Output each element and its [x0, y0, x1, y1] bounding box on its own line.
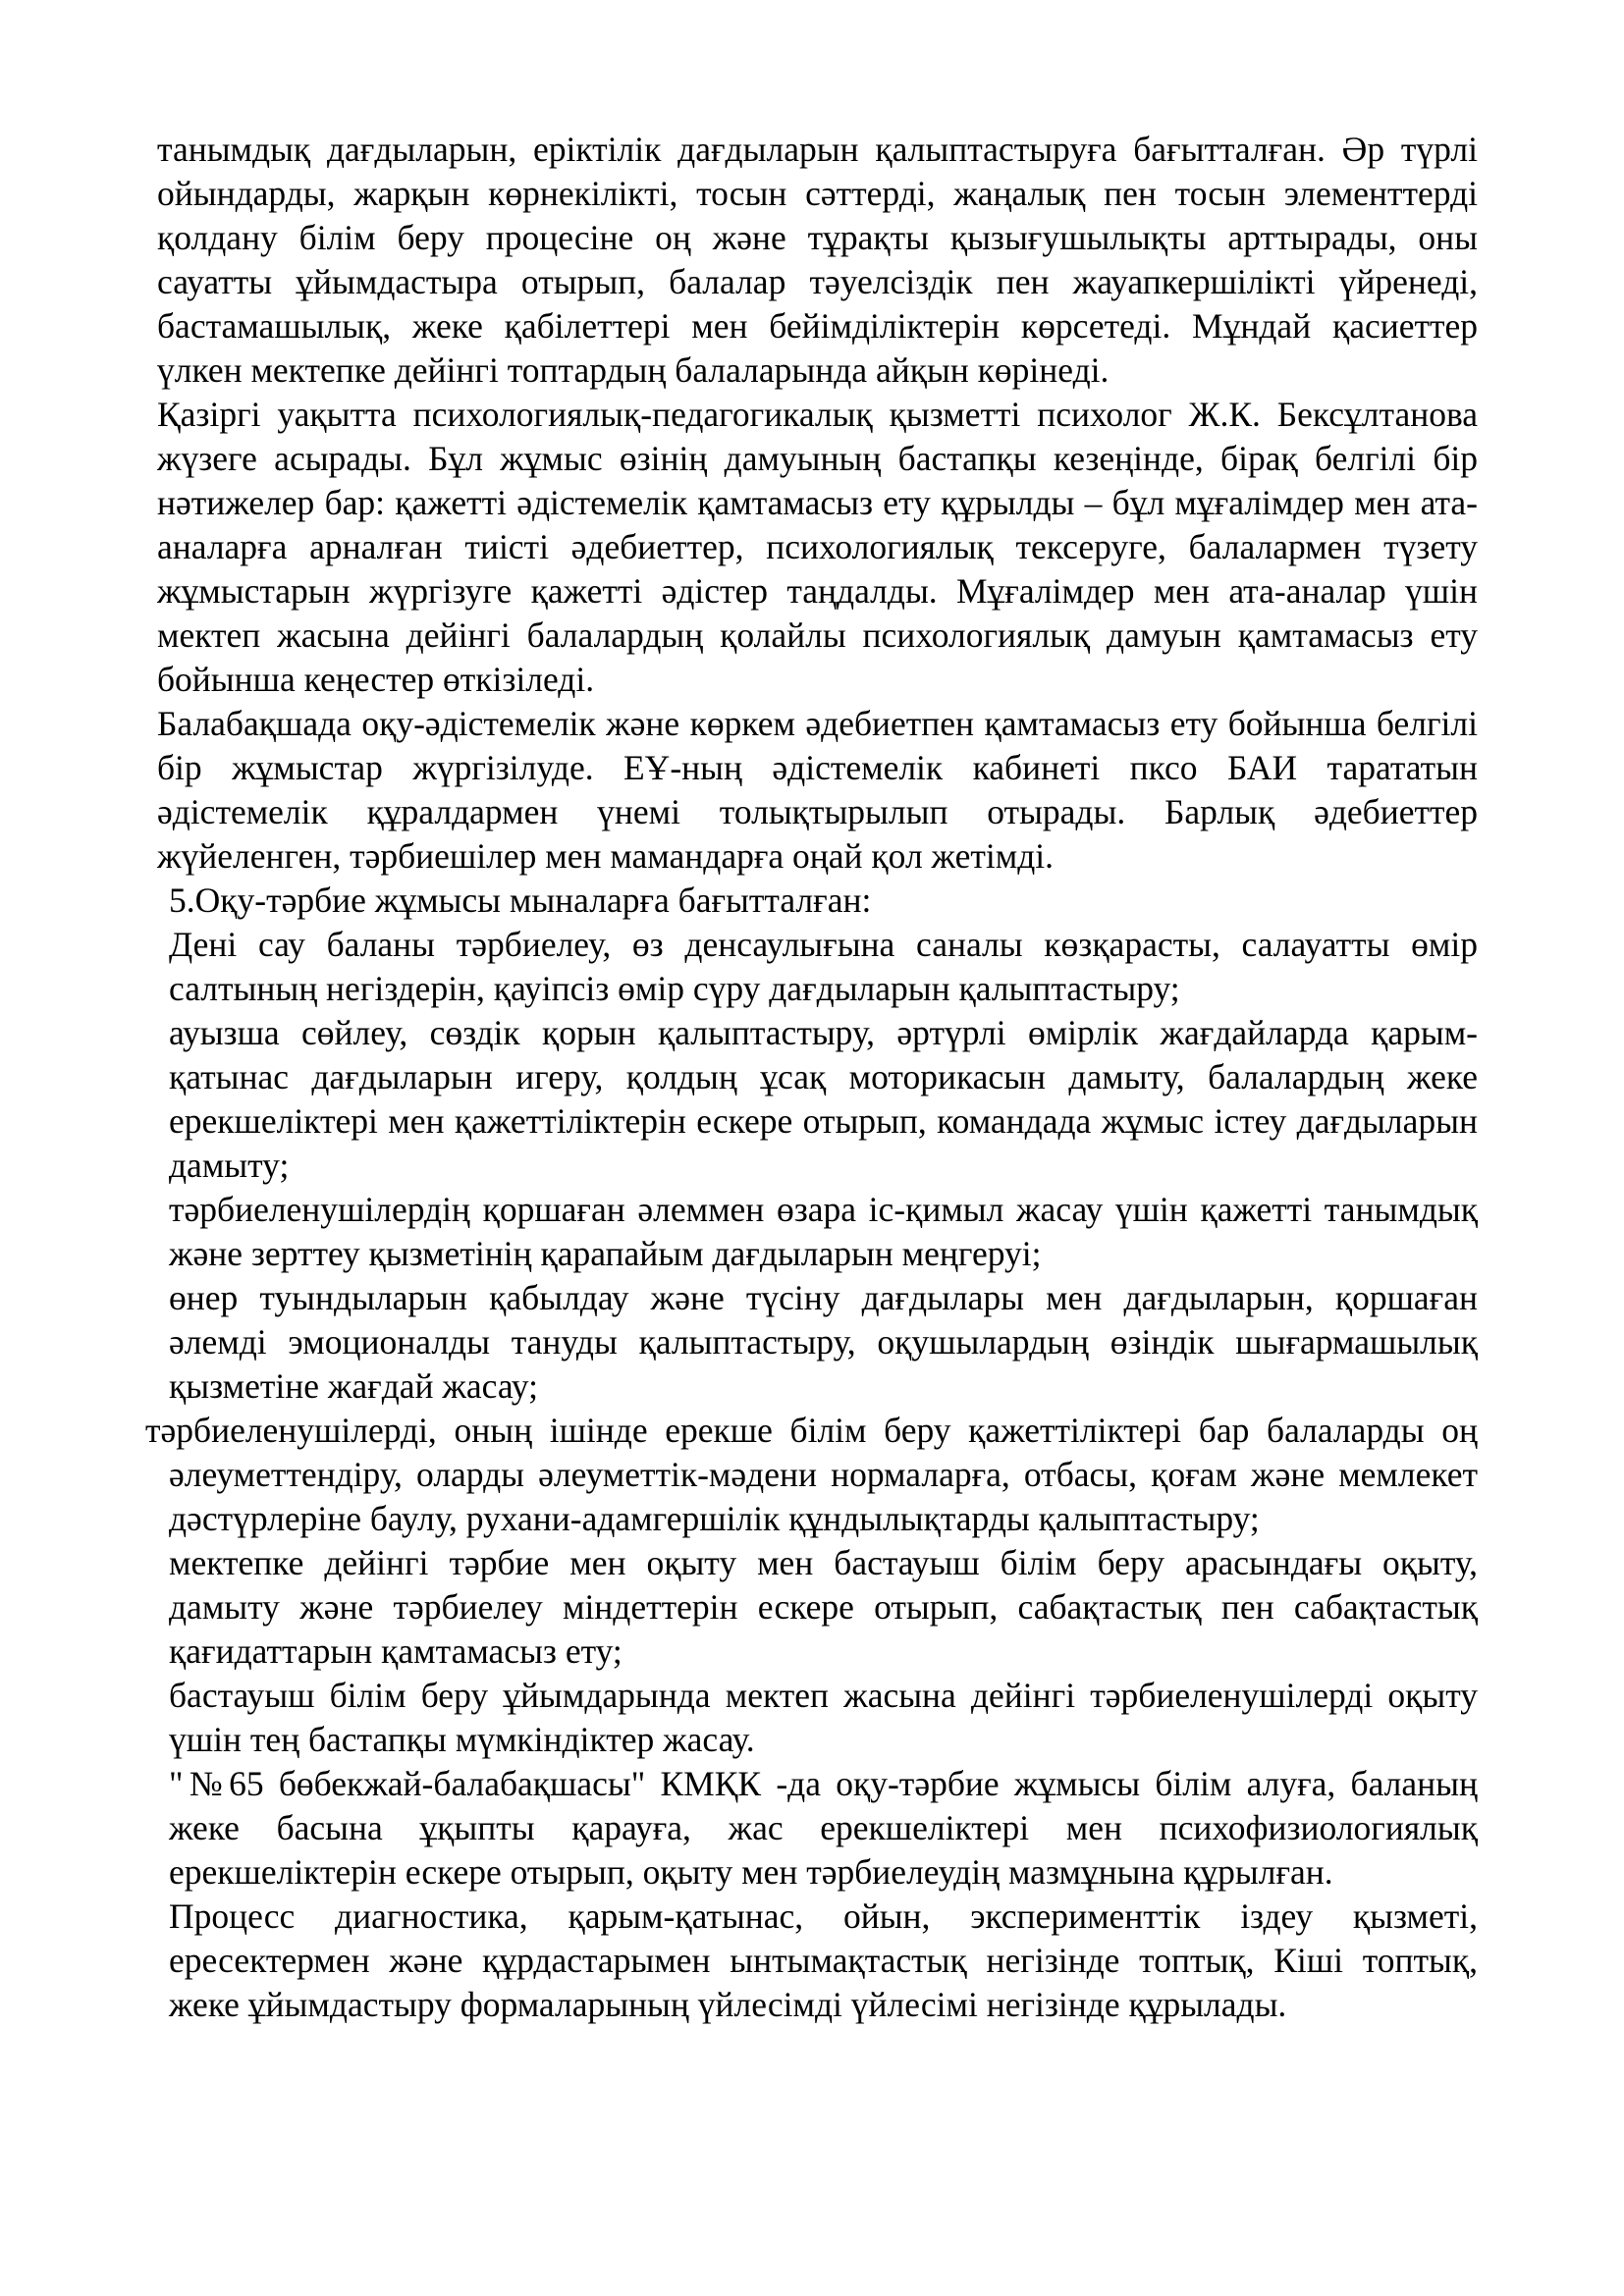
intro-paragraph-3: Балабақшада оқу-әдістемелік және көркем әдебиетпен қамтамасыз ету бойынша белгілі бір жұмыстар жүргізілуде. ЕҰ-ның әдістемелік кабинеті пксо БАИ тарататын әдістемелік құралдармен үнемі толықтырылып отырады. Барлық әдебиеттер жүйеленген, тәрбиешілер мен мамандарға оңай қол жетімді.	[157, 704, 1478, 876]
closing-paragraph-1: "№65 бөбекжай-балабақшасы" КМҚК -да оқу-тәрбие жұмысы білім алуға, баланың жеке басына ұқыпты қарауға, жас ерекшеліктері мен психофизиологиялық ерекшеліктерін ескере отырып, оқыту мен тәрбиелеудің мазмұнына құрылған.	[169, 1764, 1478, 1892]
section-heading: 5.Оқу-тәрбие жұмысы мыналарға бағытталған:	[169, 881, 872, 920]
intro-paragraph-2: Қазіргі уақытта психологиялық-педагогикалық қызметті психолог Ж.К. Бексұлтанова жүзеге асырады. Бұл жұмыс өзінің дамуының бастапқы кезеңінде, бірақ белгілі бір нәтижелер бар: қажетті әдістемелік қамтамасыз ету құрылды – бұл мұғалімдер мен ата-аналарға арналған тиісті әдебиеттер, психологиялық тексеруге, балалармен түзету жұмыстарын жүргізуге қажетті әдістер таңдалды. Мұғалімдер мен ата-аналар үшін мектеп жасына дейінгі балалардың қолайлы психологиялық дамуын қамтамасыз ету бойынша кеңестер өткізіледі.	[157, 395, 1478, 699]
list-item-6: мектепке дейінгі тәрбие мен оқыту мен бастауыш білім беру арасындағы оқыту, дамыту және тәрбиелеу міндеттерін ескере отырып, сабақтастық пен сабақтастық қағидаттарын қамтамасыз ету;	[169, 1543, 1478, 1671]
list-item-3: тәрбиеленушілердің қоршаған әлеммен өзара іс-қимыл жасау үшін қажетті танымдық және зерттеу қызметінің қарапайым дағдыларын меңгеруі;	[169, 1190, 1478, 1273]
closing-paragraph-2: Процесс диагностика, қарым-қатынас, ойын, эксперименттік іздеу қызметі, ересектермен және құрдастарымен ынтымақтастық негізінде топтық, Кіші топтық, жеке ұйымдастыру формаларының үйлесімді үйлесімі негізінде құрылады.	[169, 1896, 1478, 2024]
intro-paragraph-1: танымдық дағдыларын, еріктілік дағдыларын қалыптастыруға бағытталған. Әр түрлі ойындарды, жарқын көрнекілікті, тосын сәттерді, жаңалық пен тосын элементтерді қолдану білім беру процесіне оң және тұрақты қызығушылықты арттырады, оны сауатты ұйымдастыра отырып, балалар тәуелсіздік пен жауапкершілікті үйренеді, бастамашылық, жеке қабілеттері мен бейімділіктерін көрсетеді. Мұндай қасиеттер үлкен мектепке дейінгі топтардың балаларында айқын көрінеді.	[157, 130, 1478, 390]
list-item-4: өнер туындыларын қабылдау және түсіну дағдылары мен дағдыларын, қоршаған әлемді эмоционалды тануды қалыптастыру, оқушылардың өзіндік шығармашылық қызметіне жағдай жасау;	[169, 1278, 1478, 1406]
document-body	[145, 128, 1478, 2027]
list-item-2: ауызша сөйлеу, сөздік қорын қалыптастыру, әртүрлі өмірлік жағдайларда қарым-қатынас дағдыларын игеру, қолдың ұсақ моторикасын дамыту, балалардың жеке ерекшеліктері мен қажеттіліктерін ескере отырып, командада жұмыс істеу дағдыларын дамыту;	[169, 1013, 1478, 1185]
list-item-5: тәрбиеленушілерді, оның ішінде ерекше білім беру қажеттіліктері бар балаларды оң әлеуметтендіру, оларды әлеуметтік-мәдени нормаларға, отбасы, қоғам және мемлекет дәстүрлеріне баулу, рухани-адамгершілік құндылықтарды қалыптастыру;	[145, 1411, 1478, 1538]
list-item-1: Дені сау баланы тәрбиелеу, өз денсаулығына саналы көзқарасты, салауатты өмір салтының негіздерін, қауіпсіз өмір сүру дағдыларын қалыптастыру;	[169, 925, 1478, 1008]
list-item-7: бастауыш білім беру ұйымдарында мектеп жасына дейінгі тәрбиеленушілерді оқыту үшін тең бастапқы мүмкіндіктер жасау.	[169, 1676, 1478, 1759]
